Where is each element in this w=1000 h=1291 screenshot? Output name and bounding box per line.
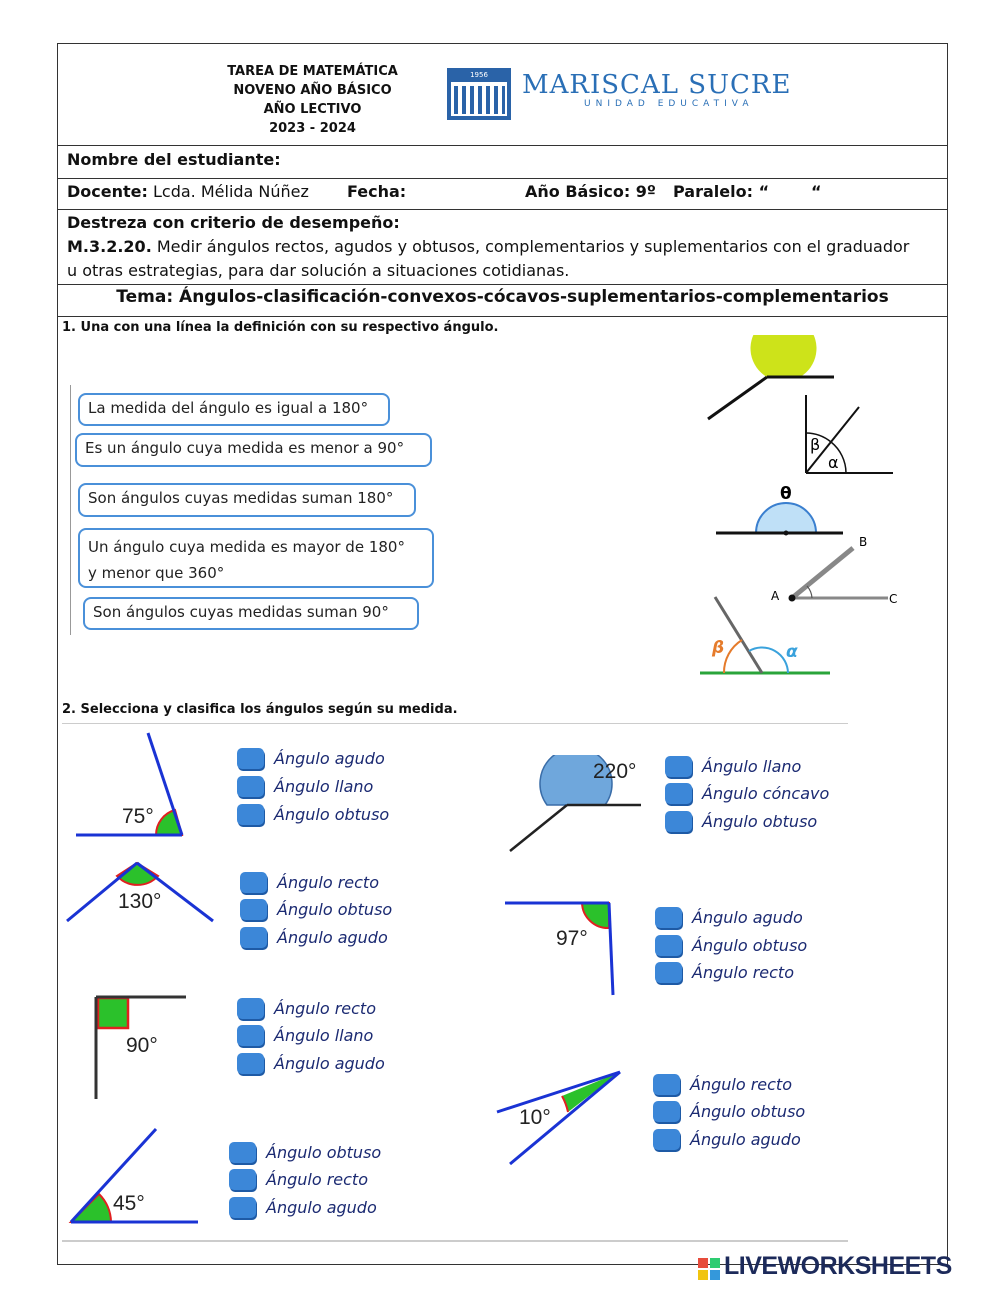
option-checkbox[interactable]	[653, 1101, 680, 1122]
option-checkbox[interactable]	[653, 1129, 680, 1150]
liveworksheets-logo-icon	[698, 1258, 720, 1280]
teacher-label: Docente:	[67, 182, 148, 201]
skill-text	[67, 237, 909, 256]
definition-line: y menor que 360°	[88, 564, 225, 582]
option-label: Ángulo agudo	[692, 907, 803, 927]
ray-line	[715, 597, 762, 673]
option-label: Ángulo llano	[274, 776, 374, 796]
option-checkbox[interactable]	[240, 899, 267, 920]
option-row[interactable]	[240, 897, 392, 921]
definition-box[interactable]: Es un ángulo cuya medida es menor a 90°	[75, 433, 432, 467]
option-label: Ángulo obtuso	[277, 899, 393, 919]
angle-97-figure	[503, 898, 618, 998]
header-line: NOVENO AÑO BÁSICO	[233, 83, 392, 98]
option-checkbox[interactable]	[240, 872, 267, 893]
option-label: Ángulo agudo	[274, 748, 385, 768]
option-checkbox[interactable]	[665, 783, 692, 804]
alpha-label: α	[828, 453, 839, 472]
angle-label: 220°	[593, 760, 637, 783]
angle-label: 130°	[118, 890, 162, 913]
angle-label: 97°	[556, 927, 588, 950]
divider	[62, 723, 848, 724]
header-line: TAREA DE MATEMÁTICA	[227, 64, 398, 79]
option-row[interactable]	[237, 996, 376, 1020]
option-checkbox[interactable]	[237, 804, 264, 825]
ray-line	[497, 1072, 620, 1112]
option-label: Ángulo agudo	[274, 1053, 385, 1073]
option-row[interactable]	[655, 960, 794, 984]
svg-text:1956: 1956	[470, 71, 488, 79]
ray-line	[792, 548, 853, 598]
q2-prompt: 2. Selecciona y clasifica los ángulos según su medida.	[62, 702, 458, 717]
option-label: Ángulo obtuso	[266, 1142, 382, 1162]
topic-title: Tema: Ángulos-clasificación-convexos-cócavos-suplementarios-complementarios	[116, 287, 889, 307]
school-logo	[445, 62, 515, 124]
concave-angle-fill	[751, 335, 817, 377]
option-checkbox[interactable]	[229, 1142, 256, 1163]
point-a-label: A	[771, 589, 780, 603]
angle-label: 45°	[113, 1192, 145, 1215]
option-row[interactable]	[229, 1195, 377, 1219]
point-c-label: C	[889, 592, 898, 606]
option-row[interactable]	[237, 1023, 373, 1047]
option-row[interactable]	[653, 1099, 805, 1123]
angle-fill	[98, 998, 128, 1028]
q1-prompt: 1. Una con una línea la definición con su respectivo ángulo.	[62, 320, 499, 335]
grade-label: Año Básico: 9º	[525, 182, 656, 201]
theta-label: θ	[780, 484, 792, 504]
option-checkbox[interactable]	[237, 1053, 264, 1074]
angle-arc	[724, 640, 742, 673]
option-row[interactable]	[240, 925, 388, 949]
option-checkbox[interactable]	[240, 927, 267, 948]
vertex-dot	[789, 595, 796, 602]
angle-label: 10°	[519, 1106, 551, 1129]
option-row[interactable]	[240, 870, 379, 894]
option-label: Ángulo obtuso	[274, 804, 390, 824]
angle-10-figure	[495, 1068, 625, 1168]
option-label: Ángulo recto	[274, 998, 376, 1018]
skill-title: Destreza con criterio de desempeño:	[67, 213, 400, 232]
header-title	[190, 62, 435, 138]
info-row	[67, 182, 309, 201]
liveworksheets-brand[interactable]: LIVEWORKSHEETS	[724, 1252, 952, 1280]
option-label: Ángulo agudo	[266, 1197, 377, 1217]
option-label: Ángulo agudo	[277, 927, 388, 947]
option-checkbox[interactable]	[237, 748, 264, 769]
definition-box[interactable]: La medida del ángulo es igual a 180°	[78, 393, 390, 426]
divider	[57, 178, 948, 179]
option-checkbox[interactable]	[655, 907, 682, 928]
option-row[interactable]	[237, 774, 373, 798]
angle-220-figure	[505, 755, 645, 855]
angle-45-figure	[68, 1125, 203, 1230]
header-line: 2023 - 2024	[269, 121, 356, 136]
option-label: Ángulo recto	[690, 1074, 792, 1094]
header-line: AÑO LECTIVO	[263, 102, 362, 117]
definition-box[interactable]: Son ángulos cuyas medidas suman 180°	[78, 483, 416, 517]
option-label: Ángulo recto	[277, 872, 379, 892]
skill-text-line2: u otras estrategias, para dar solución a situaciones cotidianas.	[67, 261, 570, 280]
skill-text-line1: Medir ángulos rectos, agudos y obtusos, complementarios y suplementarios con el graduador	[156, 237, 910, 256]
vertex-dot	[784, 531, 789, 536]
ray-line	[609, 903, 613, 995]
ray-line	[510, 805, 567, 851]
divider	[62, 1240, 848, 1242]
option-row[interactable]	[665, 754, 801, 778]
option-label: Ángulo recto	[266, 1169, 368, 1189]
option-row[interactable]	[653, 1072, 792, 1096]
option-row[interactable]	[665, 809, 817, 833]
option-label: Ángulo obtuso	[692, 935, 808, 955]
option-checkbox[interactable]	[237, 1025, 264, 1046]
alpha-label: α	[786, 642, 798, 662]
angle-label: 90°	[126, 1034, 158, 1057]
school-name: MARISCAL SUCRE	[522, 70, 792, 100]
option-checkbox[interactable]	[665, 811, 692, 832]
option-label: Ángulo llano	[274, 1025, 374, 1045]
beta-label: β	[712, 638, 725, 658]
divider	[57, 284, 948, 285]
option-row[interactable]	[653, 1127, 801, 1151]
section-label: Paralelo: “	[673, 182, 770, 201]
divider	[57, 209, 948, 210]
straight-angle-fill	[756, 503, 816, 533]
option-checkbox[interactable]	[655, 962, 682, 983]
option-checkbox[interactable]	[655, 935, 682, 956]
option-label: Ángulo recto	[692, 962, 794, 982]
angle-130-figure	[65, 855, 215, 925]
teacher-name: Lcda. Mélida Núñez	[153, 182, 309, 201]
option-row[interactable]	[229, 1140, 381, 1164]
student-name-label: Nombre del estudiante:	[67, 150, 281, 169]
school-subtitle: UNIDAD EDUCATIVA	[584, 99, 754, 109]
option-label: Ángulo llano	[702, 756, 802, 776]
option-label: Ángulo agudo	[690, 1129, 801, 1149]
box-guide-line	[70, 385, 71, 635]
divider	[57, 145, 948, 146]
ray-line	[708, 377, 767, 419]
angle-label: 75°	[122, 805, 154, 828]
definition-box[interactable]	[78, 528, 434, 588]
option-row[interactable]	[237, 1051, 385, 1075]
option-row[interactable]	[665, 781, 829, 805]
angle-arc	[807, 586, 812, 598]
option-row[interactable]	[237, 746, 385, 770]
angle-90-figure	[90, 992, 190, 1102]
option-row[interactable]	[237, 802, 389, 826]
divider	[57, 316, 948, 317]
option-checkbox[interactable]	[229, 1169, 256, 1190]
date-label: Fecha:	[347, 182, 407, 201]
section-close: “	[811, 182, 822, 201]
option-checkbox[interactable]	[237, 776, 264, 797]
option-checkbox[interactable]	[665, 756, 692, 777]
angle-fill	[582, 903, 609, 928]
option-row[interactable]	[229, 1167, 368, 1191]
angle-75-figure	[70, 730, 200, 845]
definition-line: Un ángulo cuya medida es mayor de 180°	[88, 538, 405, 556]
point-b-label: B	[859, 535, 868, 549]
option-checkbox[interactable]	[653, 1074, 680, 1095]
q1-figures	[700, 335, 920, 685]
option-label: Ángulo obtuso	[702, 811, 818, 831]
option-label: Ángulo cóncavo	[702, 783, 830, 803]
definition-box[interactable]: Son ángulos cuyas medidas suman 90°	[83, 597, 419, 630]
option-checkbox[interactable]	[237, 998, 264, 1019]
option-checkbox[interactable]	[229, 1197, 256, 1218]
beta-label: β	[810, 435, 821, 454]
skill-code: M.3.2.20.	[67, 237, 152, 256]
option-label: Ángulo obtuso	[690, 1101, 806, 1121]
option-row[interactable]	[655, 905, 803, 929]
option-row[interactable]	[655, 933, 807, 957]
